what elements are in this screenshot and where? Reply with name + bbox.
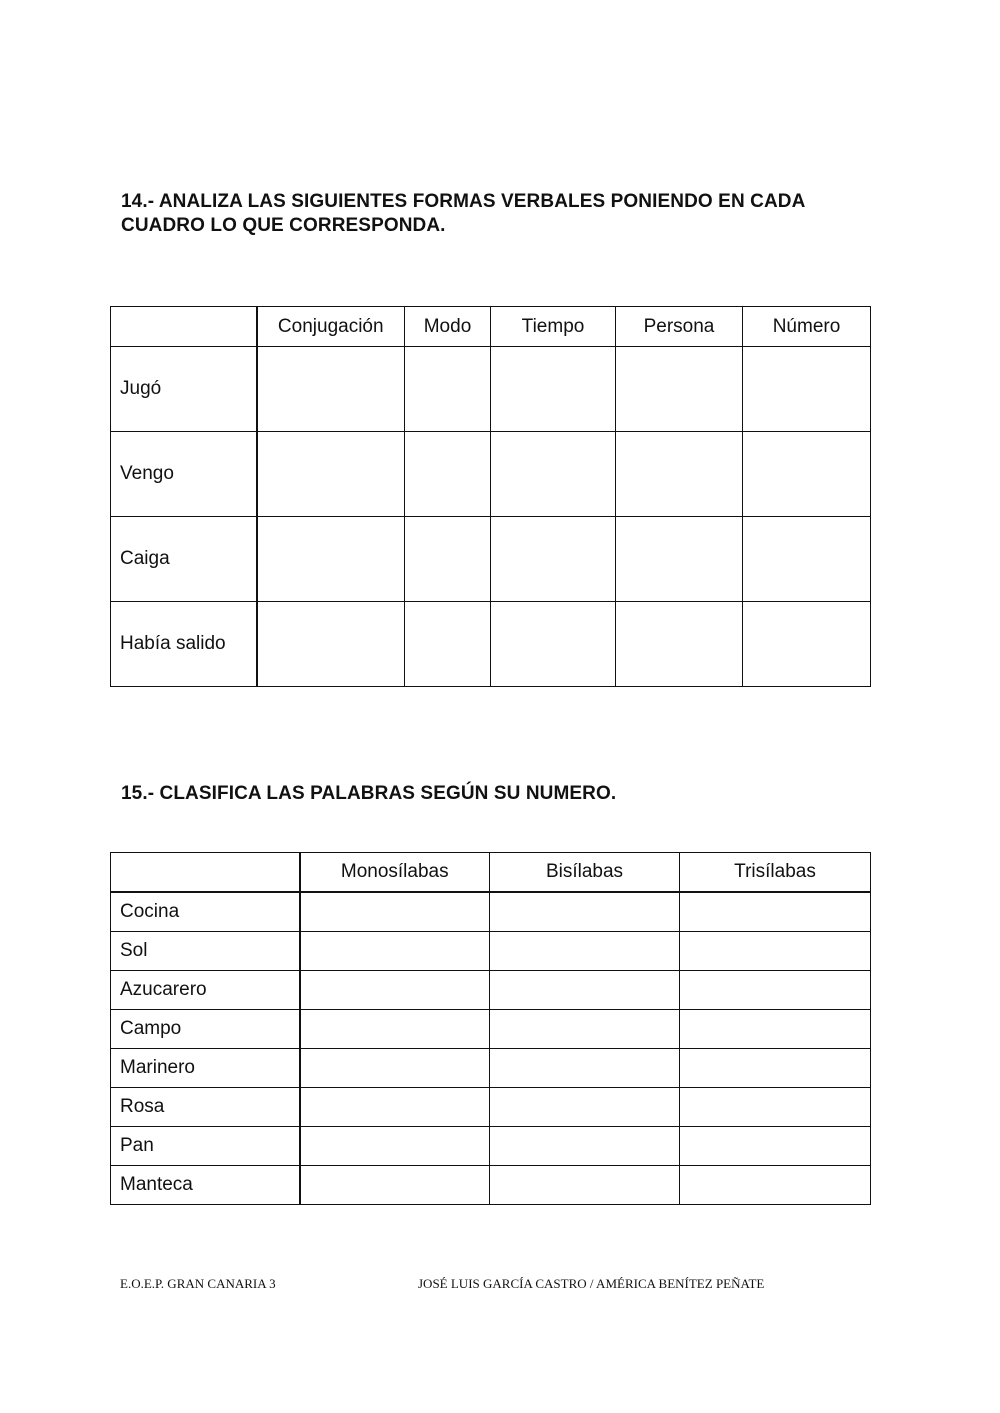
syllable-classification-table: [110, 852, 871, 1205]
row-label: Azucarero: [111, 971, 300, 1010]
answer-cell[interactable]: [491, 602, 616, 687]
row-label: Pan: [111, 1127, 300, 1166]
answer-cell[interactable]: [743, 347, 871, 432]
row-label: Vengo: [111, 432, 257, 517]
table-row: [111, 1166, 871, 1205]
answer-cell[interactable]: [300, 892, 490, 932]
answer-cell[interactable]: [616, 517, 743, 602]
answer-cell[interactable]: [491, 432, 616, 517]
table-row: [111, 347, 871, 432]
table-header-row: [111, 307, 871, 347]
answer-cell[interactable]: [680, 892, 871, 932]
table-row: [111, 1010, 871, 1049]
answer-cell[interactable]: [490, 1166, 680, 1205]
answer-cell[interactable]: [300, 1127, 490, 1166]
question-15-heading: 15.- CLASIFICA LAS PALABRAS SEGÚN SU NUMERO.: [121, 783, 617, 804]
answer-cell[interactable]: [491, 347, 616, 432]
answer-cell[interactable]: [491, 517, 616, 602]
row-label: Campo: [111, 1010, 300, 1049]
answer-cell[interactable]: [300, 932, 490, 971]
row-label: Caiga: [111, 517, 257, 602]
header-corner-cell: [111, 853, 300, 893]
header-conjugacion: Conjugación: [257, 307, 405, 347]
answer-cell[interactable]: [680, 1127, 871, 1166]
answer-cell[interactable]: [300, 1010, 490, 1049]
answer-cell[interactable]: [490, 1127, 680, 1166]
answer-cell[interactable]: [405, 517, 491, 602]
header-modo: Modo: [405, 307, 491, 347]
answer-cell[interactable]: [743, 432, 871, 517]
table-header-row: [111, 853, 871, 893]
question-14-heading: 14.- ANALIZA LAS SIGUIENTES FORMAS VERBALES PONIENDO EN CADA CUADRO LO QUE CORRESPONDA.: [121, 191, 805, 236]
row-label: Jugó: [111, 347, 257, 432]
table-row: [111, 517, 871, 602]
answer-cell[interactable]: [616, 347, 743, 432]
row-label: Había salido: [111, 602, 257, 687]
answer-cell[interactable]: [490, 971, 680, 1010]
table-row: [111, 432, 871, 517]
answer-cell[interactable]: [490, 1088, 680, 1127]
answer-cell[interactable]: [680, 1049, 871, 1088]
answer-cell[interactable]: [257, 432, 405, 517]
answer-cell[interactable]: [257, 347, 405, 432]
header-bisilabas: Bisílabas: [490, 853, 680, 893]
table-row: [111, 892, 871, 932]
answer-cell[interactable]: [300, 1049, 490, 1088]
table-row: [111, 602, 871, 687]
table-row: [111, 932, 871, 971]
answer-cell[interactable]: [680, 1166, 871, 1205]
header-tiempo: Tiempo: [491, 307, 616, 347]
header-persona: Persona: [616, 307, 743, 347]
answer-cell[interactable]: [405, 347, 491, 432]
answer-cell[interactable]: [743, 517, 871, 602]
answer-cell[interactable]: [257, 602, 405, 687]
answer-cell[interactable]: [680, 1088, 871, 1127]
row-label: Marinero: [111, 1049, 300, 1088]
row-label: Sol: [111, 932, 300, 971]
table-row: [111, 1049, 871, 1088]
answer-cell[interactable]: [490, 1010, 680, 1049]
answer-cell[interactable]: [680, 1010, 871, 1049]
answer-cell[interactable]: [680, 971, 871, 1010]
footer-organization: E.O.E.P. GRAN CANARIA 3: [120, 1276, 276, 1291]
header-corner-cell: [111, 307, 257, 347]
row-label: Cocina: [111, 892, 300, 932]
answer-cell[interactable]: [680, 932, 871, 971]
answer-cell[interactable]: [300, 971, 490, 1010]
answer-cell[interactable]: [616, 432, 743, 517]
answer-cell[interactable]: [490, 892, 680, 932]
table-row: [111, 1088, 871, 1127]
answer-cell[interactable]: [300, 1088, 490, 1127]
answer-cell[interactable]: [743, 602, 871, 687]
header-trisilabas: Trisílabas: [680, 853, 871, 893]
table-row: [111, 971, 871, 1010]
row-label: Rosa: [111, 1088, 300, 1127]
row-label: Manteca: [111, 1166, 300, 1205]
verb-analysis-table: [110, 306, 871, 687]
table-row: [111, 1127, 871, 1166]
answer-cell[interactable]: [405, 602, 491, 687]
answer-cell[interactable]: [490, 932, 680, 971]
answer-cell[interactable]: [616, 602, 743, 687]
answer-cell[interactable]: [405, 432, 491, 517]
answer-cell[interactable]: [257, 517, 405, 602]
answer-cell[interactable]: [490, 1049, 680, 1088]
header-monosilabas: Monosílabas: [300, 853, 490, 893]
answer-cell[interactable]: [300, 1166, 490, 1205]
header-numero: Número: [743, 307, 871, 347]
footer-authors: JOSÉ LUIS GARCÍA CASTRO / AMÉRICA BENÍTEZ PEÑATE: [418, 1276, 765, 1291]
